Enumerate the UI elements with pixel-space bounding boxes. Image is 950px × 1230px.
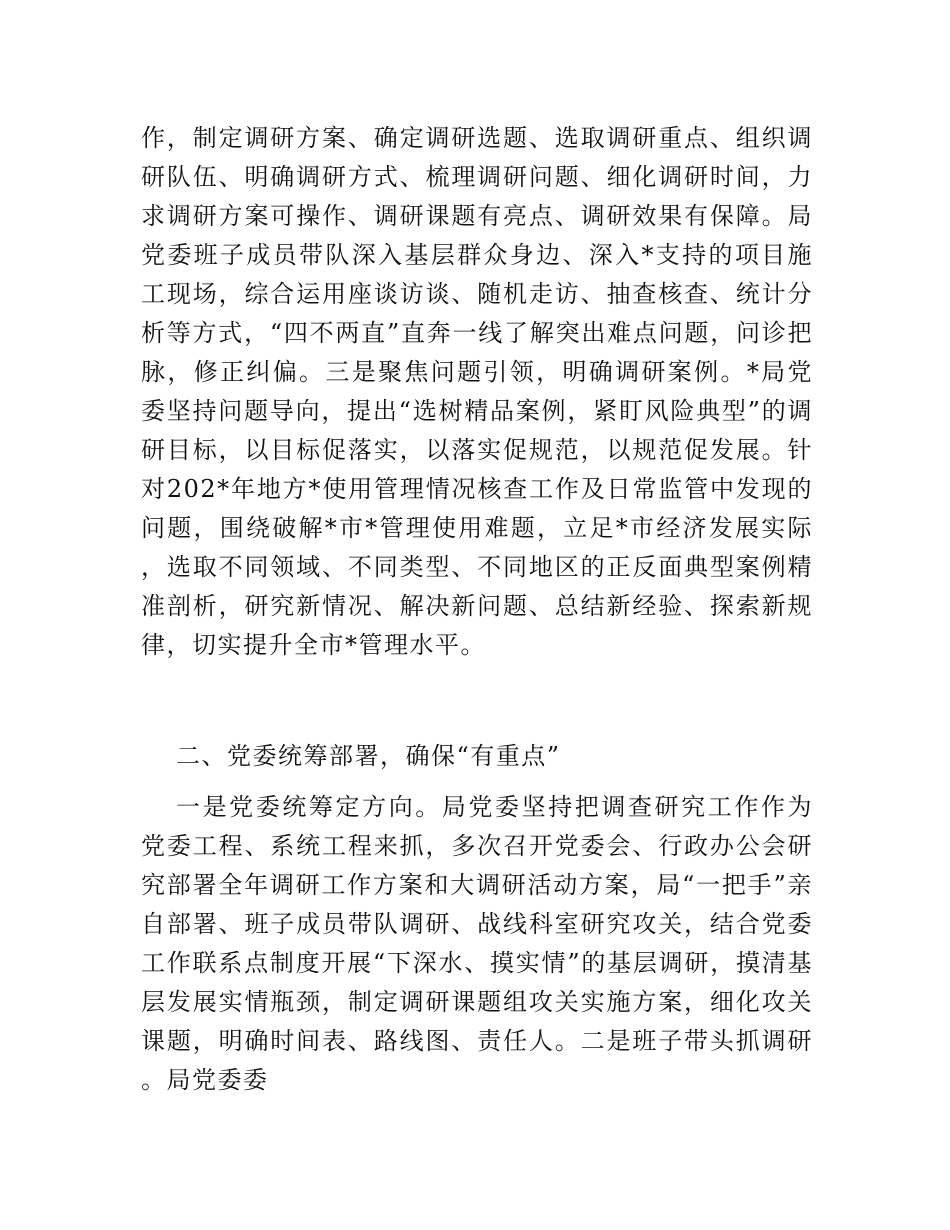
body-paragraph: 一是党委统筹定方向。局党委坚持把调查研究工作作为党委工程、系统工程来抓，多次召开党委会、行政办公会研究部署全年调研工作方案和大调研活动方案，局“一把手”亲自部署、班子成员带队调研、战线科室研究攻关，结合党委工作联系点制度开展“下深水、摸实情”的基层调研，摸清基层发展实情瓶颈，制定调研课题组攻关实施方案，细化攻关课题，明确时间表、路线图、责任人。二是班子带头抓调研。局党委委 [141,793,813,1094]
section-heading: 二、党委统筹部署，确保“有重点” [176,742,561,770]
body-paragraph-continued: 作，制定调研方案、确定调研选题、选取调研重点、组织调研队伍、明确调研方式、梳理调研问题、细化调研时间，力求调研方案可操作、调研课题有亮点、调研效果有保障。局党委班子成员带队深入基层群众身边、深入*支持的项目施工现场，综合运用座谈访谈、随机走访、抽查核查、统计分析等方式，“四不两直”直奔一线了解突出难点问题，问诊把脉，修正纠偏。三是聚焦问题引领，明确调研案例。*局党委坚持问题导向，提出“选树精品案例，紧盯风险典型”的调研目标，以目标促落实，以落实促规范，以规范促发展。针对202*年地方*使用管理情况核查工作及日常监管中发现的问题，围绕破解*市*管理使用难题，立足*市经济发展实际，选取不同领域、不同类型、不同地区的正反面典型案例精准剖析，研究新情况、解决新问题、总结新经验、探索新规律，切实提升全市*管理水平。 [141,124,813,659]
